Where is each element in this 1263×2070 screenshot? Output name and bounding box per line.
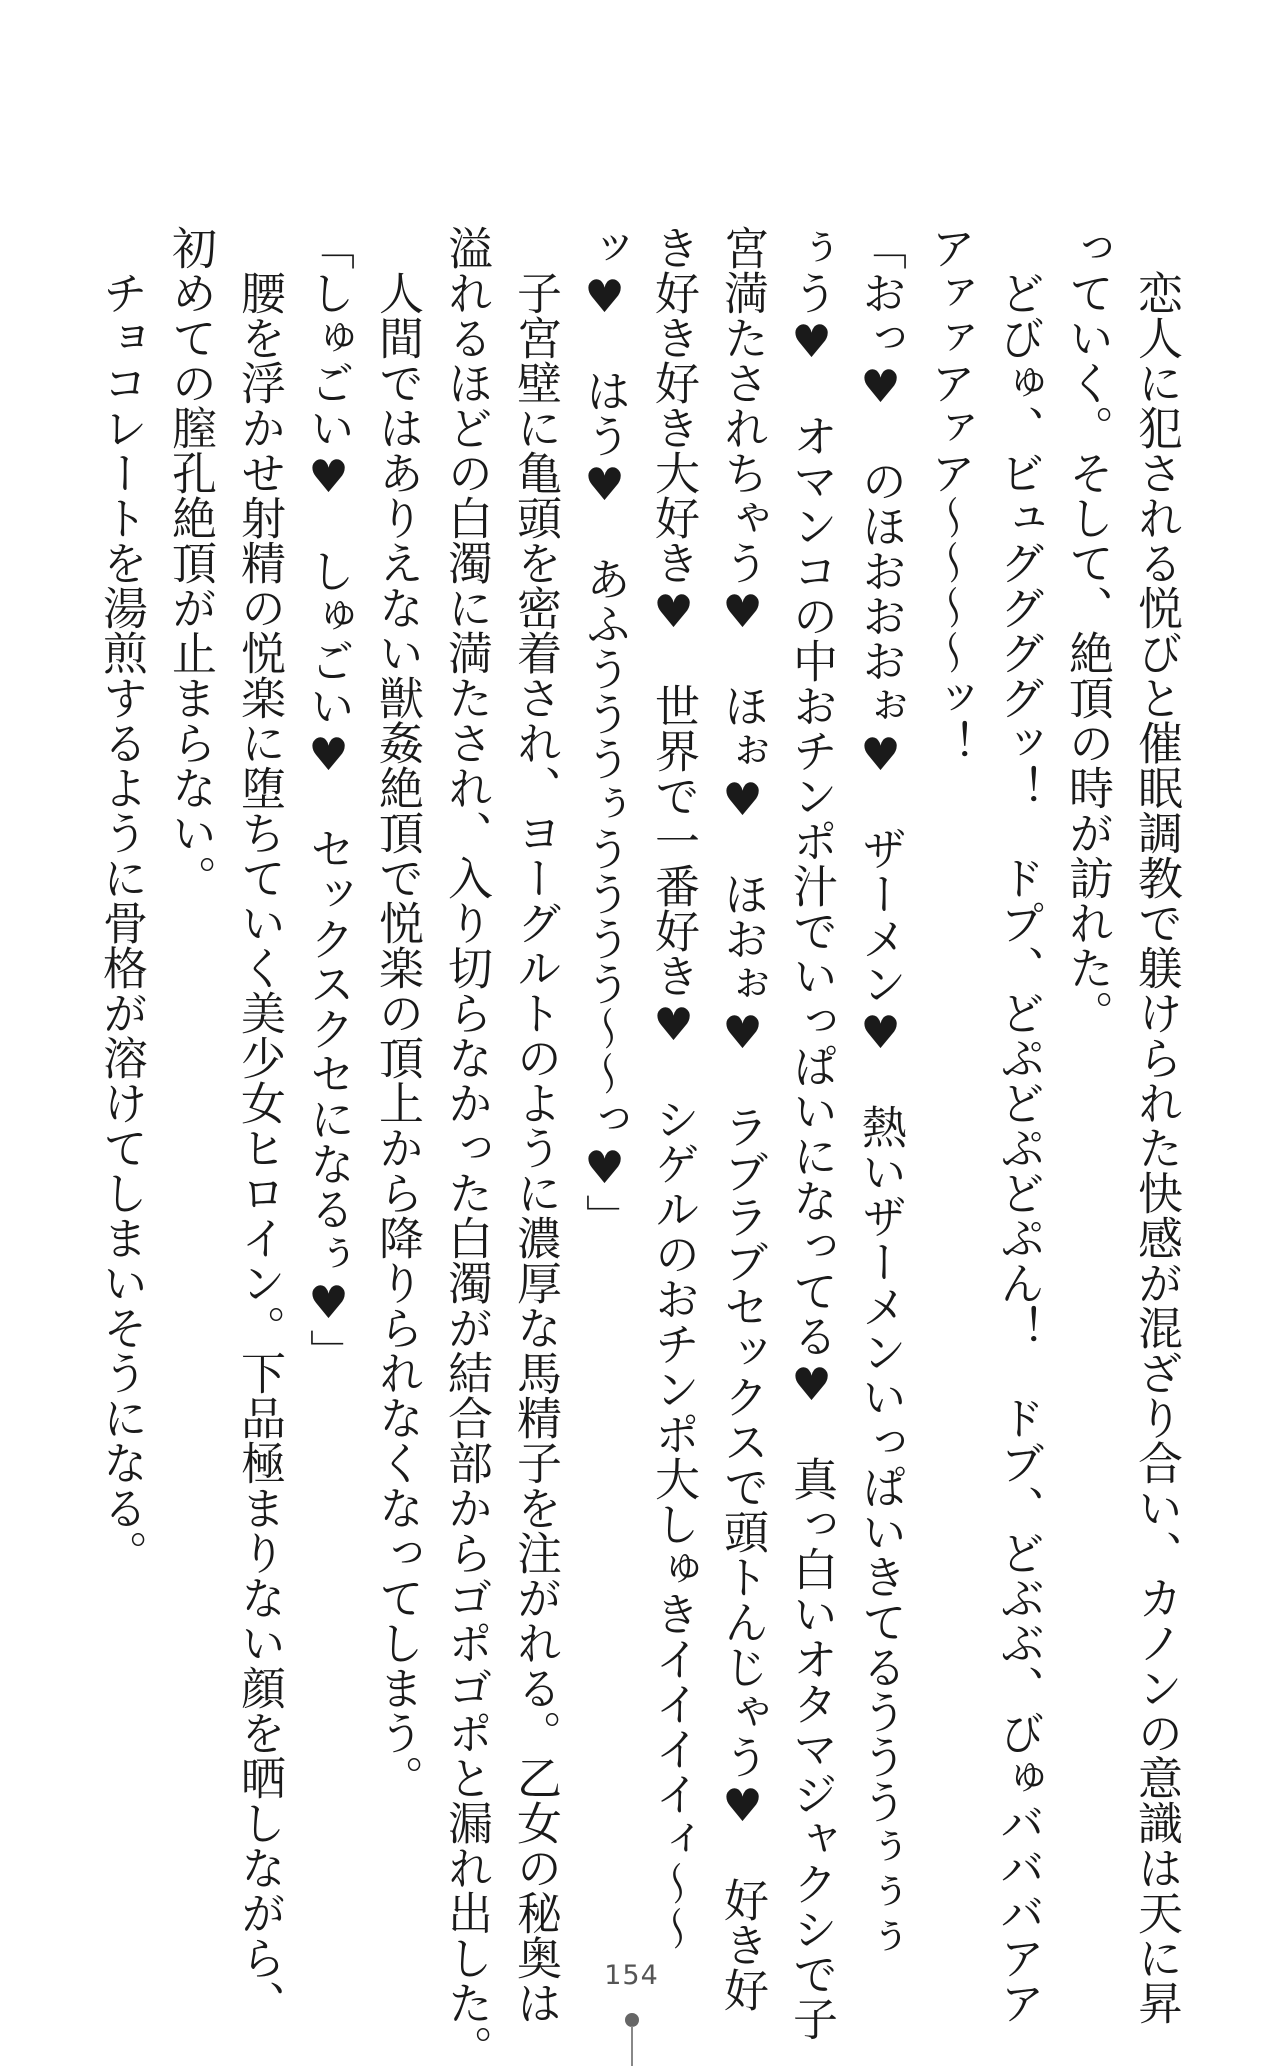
text-line: 溢れるほどの白濁に満たされ、入り切らなかった白濁が結合部からゴポゴポと漏れ出した。 bbox=[440, 225, 493, 2070]
text-line: どびゅ、ビュググググッ！ ドプ、どぷどぷどぷん！ ドブ、どぶぶ、びゅバババアア bbox=[992, 270, 1045, 2025]
text-line: 宮満たされちゃう♥ ほぉ♥ ほおぉ♥ ラブラブセックスで頭トんじゃう♥ 好き好 bbox=[716, 225, 769, 2012]
text-line: チョコレートを湯煎するように骨格が溶けてしまいそうになる。 bbox=[95, 270, 148, 1575]
text-line: き好き好き大好き♥ 世界で一番好き♥ シゲルのおチンポ大しゅきイイイイィ〜〜 bbox=[647, 225, 700, 1951]
page-marker-dot-icon bbox=[625, 2013, 639, 2027]
text-line: 「おっ♥ のほおおおぉ♥ ザーメン♥ 熱いザーメンいっぱいきてるうううぅぅぅ bbox=[854, 225, 907, 1959]
text-line: 子宮壁に亀頭を密着され、ヨーグルトのように濃厚な馬精子を注がれる。乙女の秘奥は bbox=[509, 270, 562, 2025]
text-line: ぅう♥ オマンコの中おチンポ汁でいっぱいになってる♥ 真っ白いオタマジャクシで子 bbox=[785, 225, 838, 2041]
text-line: 人間ではありえない獣姦絶頂で悦楽の頂上から降りられなくなってしまう。 bbox=[371, 270, 424, 1800]
text-line: ッ♥ はう♥ あふうううぅうううう〜〜っ♥」 bbox=[578, 225, 631, 1239]
page-marker-stem bbox=[631, 2026, 633, 2066]
text-line: 「しゅごい♥ しゅごい♥ セックスクセになるぅ♥」 bbox=[302, 225, 355, 1374]
page-number: 154 bbox=[604, 1960, 659, 1991]
text-line: アァァアァア〜〜〜〜ッ！ bbox=[923, 225, 976, 765]
text-line: 初めての膣孔絶頂が止まらない。 bbox=[164, 225, 217, 900]
text-line: っていく。そして、絶頂の時が訪れた。 bbox=[1061, 225, 1114, 1035]
text-line: 腰を浮かせ射精の悦楽に堕ちていく美少女ヒロイン。下品極まりない顔を晒しながら、 bbox=[233, 270, 286, 2025]
text-line: 恋人に犯される悦びと催眠調教で躾けられた快感が混ざり合い、カノンの意識は天に昇 bbox=[1130, 270, 1183, 2025]
